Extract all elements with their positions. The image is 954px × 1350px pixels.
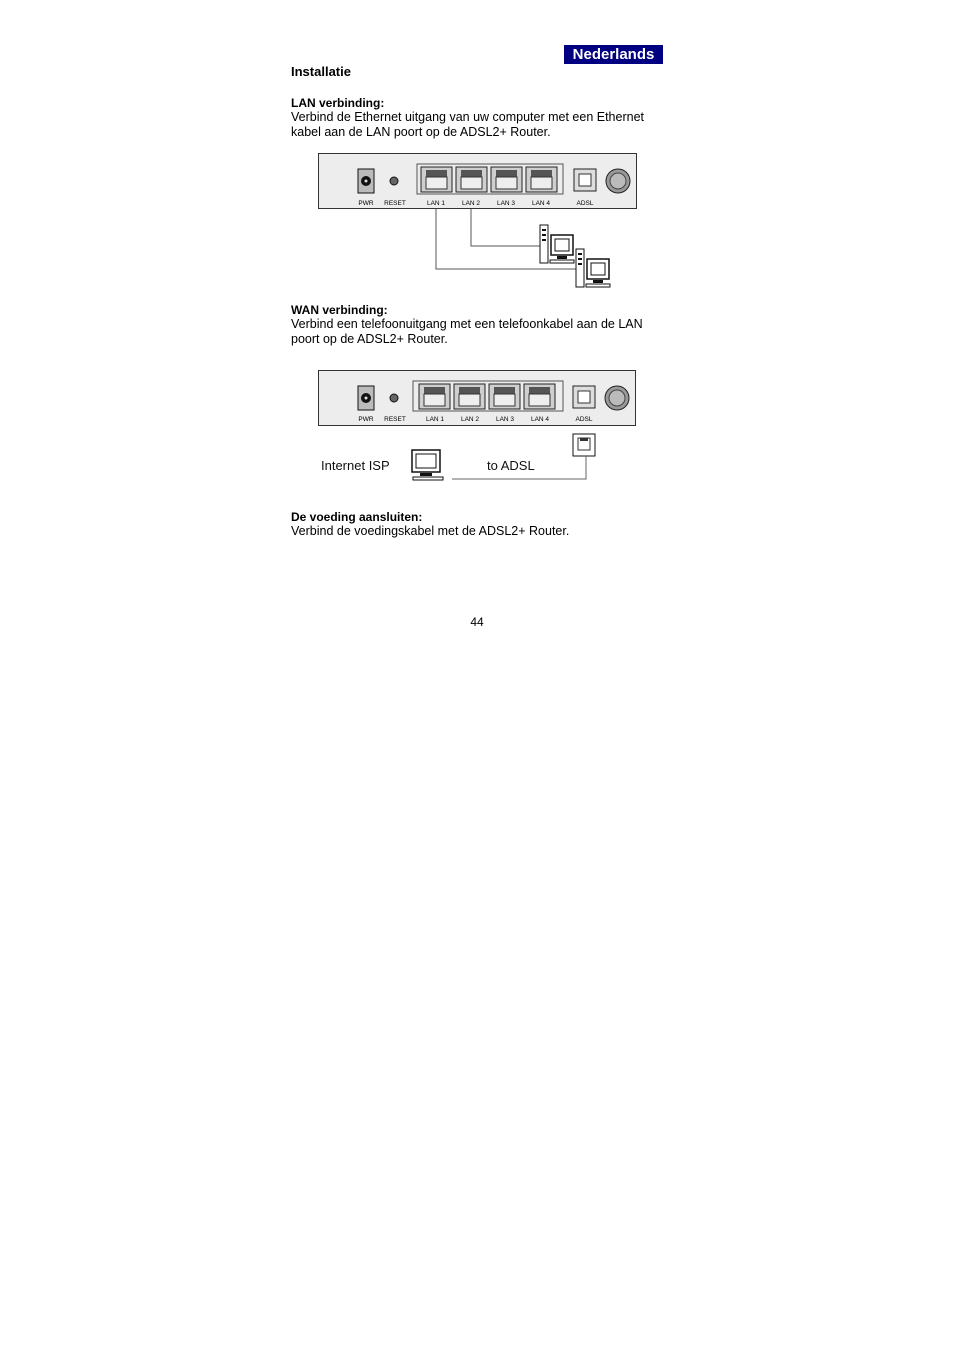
label-adsl: ADSL: [575, 416, 593, 423]
computer-icon: [540, 225, 574, 263]
label-lan1: LAN 1: [425, 416, 445, 423]
label-reset: RESET: [384, 416, 406, 423]
page-title: Installatie: [291, 64, 351, 79]
label-adsl: ADSL: [576, 200, 594, 207]
reset-button-icon: [390, 394, 398, 402]
label-reset: RESET: [384, 200, 406, 207]
power-jack-icon: [358, 169, 374, 193]
power-text-line-1: Verbind de voedingskabel met de ADSL2+ Router.: [291, 524, 570, 538]
lan-port-2-icon: [454, 384, 485, 409]
lan-text-line-2: kabel aan de LAN poort op de ADSL2+ Router.: [291, 125, 551, 139]
wan-text-line-1: Verbind een telefoonuitgang met een telefoonkabel aan de LAN: [291, 317, 643, 331]
lan-text-line-1: Verbind de Ethernet uitgang van uw computer met een Ethernet: [291, 110, 645, 124]
phone-jack-icon: [573, 434, 595, 456]
antenna-connector-icon: [606, 169, 630, 193]
lan-port-3-icon: [489, 384, 520, 409]
antenna-connector-icon: [605, 386, 629, 410]
adsl-port-icon: [574, 169, 596, 191]
label-lan4: LAN 4: [531, 200, 551, 207]
label-lan2: LAN 2: [461, 200, 481, 207]
monitor-icon: [412, 450, 443, 480]
label-pwr: PWR: [358, 416, 374, 423]
lan-port-3-icon: [491, 167, 522, 192]
to-adsl-label: to ADSL: [487, 458, 535, 473]
computer-icon: [576, 249, 610, 287]
wan-section-text: [291, 317, 661, 347]
reset-button-icon: [390, 177, 398, 185]
label-lan3: LAN 3: [495, 416, 515, 423]
label-lan4: LAN 4: [530, 416, 550, 423]
power-section-title: De voeding aansluiten:: [291, 510, 423, 524]
wan-section-title: WAN verbinding:: [291, 303, 388, 317]
label-lan2: LAN 2: [460, 416, 480, 423]
internet-isp-label: Internet ISP: [321, 458, 390, 473]
label-pwr: PWR: [358, 200, 374, 207]
adsl-port-icon: [573, 386, 595, 408]
power-section-text: [291, 524, 661, 539]
power-jack-icon: [358, 386, 374, 410]
label-lan3: LAN 3: [496, 200, 516, 207]
page-number: 44: [470, 615, 484, 629]
wan-text-line-2: poort op de ADSL2+ Router.: [291, 332, 448, 346]
lan-port-4-icon: [526, 167, 557, 192]
label-lan1: LAN 1: [426, 200, 446, 207]
lan-connection-diagram: [318, 153, 638, 290]
language-badge: Nederlands: [564, 45, 663, 64]
lan-section-title: LAN verbinding:: [291, 96, 385, 110]
lan-port-2-icon: [456, 167, 487, 192]
lan-port-1-icon: [421, 167, 452, 192]
lan-port-1-icon: [419, 384, 450, 409]
wan-connection-diagram: [318, 370, 638, 485]
lan-section-text: [291, 110, 661, 140]
lan-port-4-icon: [524, 384, 555, 409]
cable-lan2: [471, 209, 540, 246]
